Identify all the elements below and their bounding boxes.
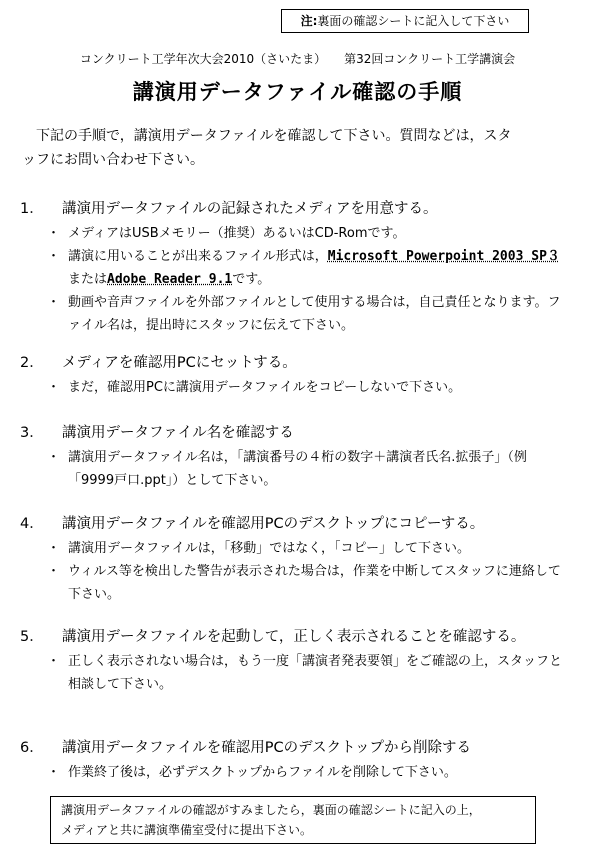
step-6-bullets — [20, 761, 565, 784]
step-6 — [20, 736, 565, 784]
format-powerpoint: Microsoft Powerpoint 2003 SP３ — [327, 249, 560, 264]
list-item — [20, 245, 565, 291]
step-2 — [20, 351, 565, 399]
step-number: 4． — [20, 516, 44, 532]
bullet-text: 講演用データファイル名は，「講演番号の４桁の数字＋講演者氏名.拡張子」（例 「9999戸口.ppt」）として下さい。 — [68, 450, 540, 488]
step-title: 講演用データファイルを確認用PCのデスクトップにコピーする。 — [62, 516, 485, 532]
list-item — [20, 650, 565, 696]
intro-line-1: 下記の手順で，講演用データファイルを確認して下さい。質問などは，スタ — [36, 128, 512, 144]
bullet-text: 正しく表示されない場合は，もう一度「講演者発表要領」をご確認の上，スタッフと相談して下さい。 — [68, 654, 563, 692]
footer-note-box — [50, 796, 536, 844]
note-text: 裏面の確認シートに記入して下さい — [317, 14, 510, 28]
bullet-mark: ・ — [46, 226, 60, 241]
format-adobe-reader: Adobe Reader 9.1 — [107, 272, 233, 287]
list-item — [20, 537, 565, 560]
step-5 — [20, 625, 565, 696]
step-1 — [20, 197, 565, 337]
step-2-heading — [20, 351, 565, 376]
step-4-heading — [20, 512, 565, 537]
bullet-mark: ・ — [46, 295, 60, 310]
event-name-left: コンクリート工学年次大会2010（さいたま） — [79, 52, 327, 66]
event-name-right: 第32回コンクリート工学講演会 — [344, 52, 516, 66]
step-3 — [20, 421, 565, 492]
step-number: 2． — [20, 355, 44, 371]
step-title: 講演用データファイルの記録されたメディアを用意する。 — [62, 201, 438, 217]
bullet-mark: ・ — [46, 450, 60, 465]
step-title: 講演用データファイル名を確認する — [62, 425, 294, 441]
bullet-mark: ・ — [46, 765, 60, 780]
step-4 — [20, 512, 565, 606]
bullet-text: メディアはUSBメモリー（推奨）あるいはCD-Romです。 — [68, 226, 406, 241]
step-6-heading — [20, 736, 565, 761]
step-3-bullets — [20, 446, 565, 492]
bullet-mark: ・ — [46, 541, 60, 556]
step-title: 講演用データファイルを確認用PCのデスクトップから削除する — [62, 740, 472, 756]
bullet-text: 作業終了後は，必ずデスクトップからファイルを削除して下さい。 — [68, 765, 457, 780]
step-title: メディアを確認用PCにセットする。 — [62, 355, 297, 371]
list-item — [20, 761, 565, 784]
bullet-mark: ・ — [46, 654, 60, 669]
step-5-bullets — [20, 650, 565, 696]
note-box — [281, 9, 529, 33]
bullet-mark: ・ — [46, 564, 60, 579]
bullet-text: まだ，確認用PCに講演用データファイルをコピーしないで下さい。 — [68, 380, 462, 395]
step-title: 講演用データファイルを起動して，正しく表示されることを確認する。 — [62, 629, 526, 645]
note-label: 注: — [300, 14, 318, 28]
footer-line-1: 講演用データファイルの確認がすみましたら，裏面の確認シートに記入の上， — [61, 803, 481, 817]
list-item — [20, 376, 565, 399]
footer-line-2: メディアと共に講演準備室受付に提出下さい。 — [61, 823, 313, 837]
event-subtitle — [0, 50, 595, 67]
bullet-text: ウィルス等を検出した警告が表示された場合は，作業を中断してスタッフに連絡して下さい。 — [68, 564, 561, 602]
step-number: 6． — [20, 740, 44, 756]
bullet-mark: ・ — [46, 249, 60, 264]
list-item — [20, 222, 565, 245]
step-5-heading — [20, 625, 565, 650]
format-end: です。 — [232, 272, 271, 287]
step-3-heading — [20, 421, 565, 446]
format-intro: 講演に用いることが出来るファイル形式は， — [68, 249, 328, 264]
format-or: または — [68, 272, 108, 287]
bullet-mark: ・ — [46, 380, 60, 395]
step-1-heading — [20, 197, 565, 222]
step-number: 5． — [20, 629, 44, 645]
step-number: 3． — [20, 425, 44, 441]
list-item — [20, 560, 565, 606]
bullet-text: 動画や音声ファイルを外部ファイルとして使用する場合は，自己責任となります。ファイル名は，提出時にスタッフに伝えて下さい。 — [68, 295, 561, 333]
intro-paragraph — [22, 124, 562, 172]
intro-line-2: ッフにお問い合わせ下さい。 — [22, 152, 204, 168]
bullet-text: 講演用データファイルは，「移動」ではなく，「コピー」して下さい。 — [68, 541, 470, 556]
list-item — [20, 291, 565, 337]
page-title: 講演用データファイル確認の手順 — [132, 80, 463, 104]
step-1-bullets — [20, 222, 565, 337]
step-2-bullets — [20, 376, 565, 399]
step-4-bullets — [20, 537, 565, 606]
list-item — [20, 446, 565, 492]
bullet-text — [68, 245, 565, 291]
step-number: 1． — [20, 201, 44, 217]
